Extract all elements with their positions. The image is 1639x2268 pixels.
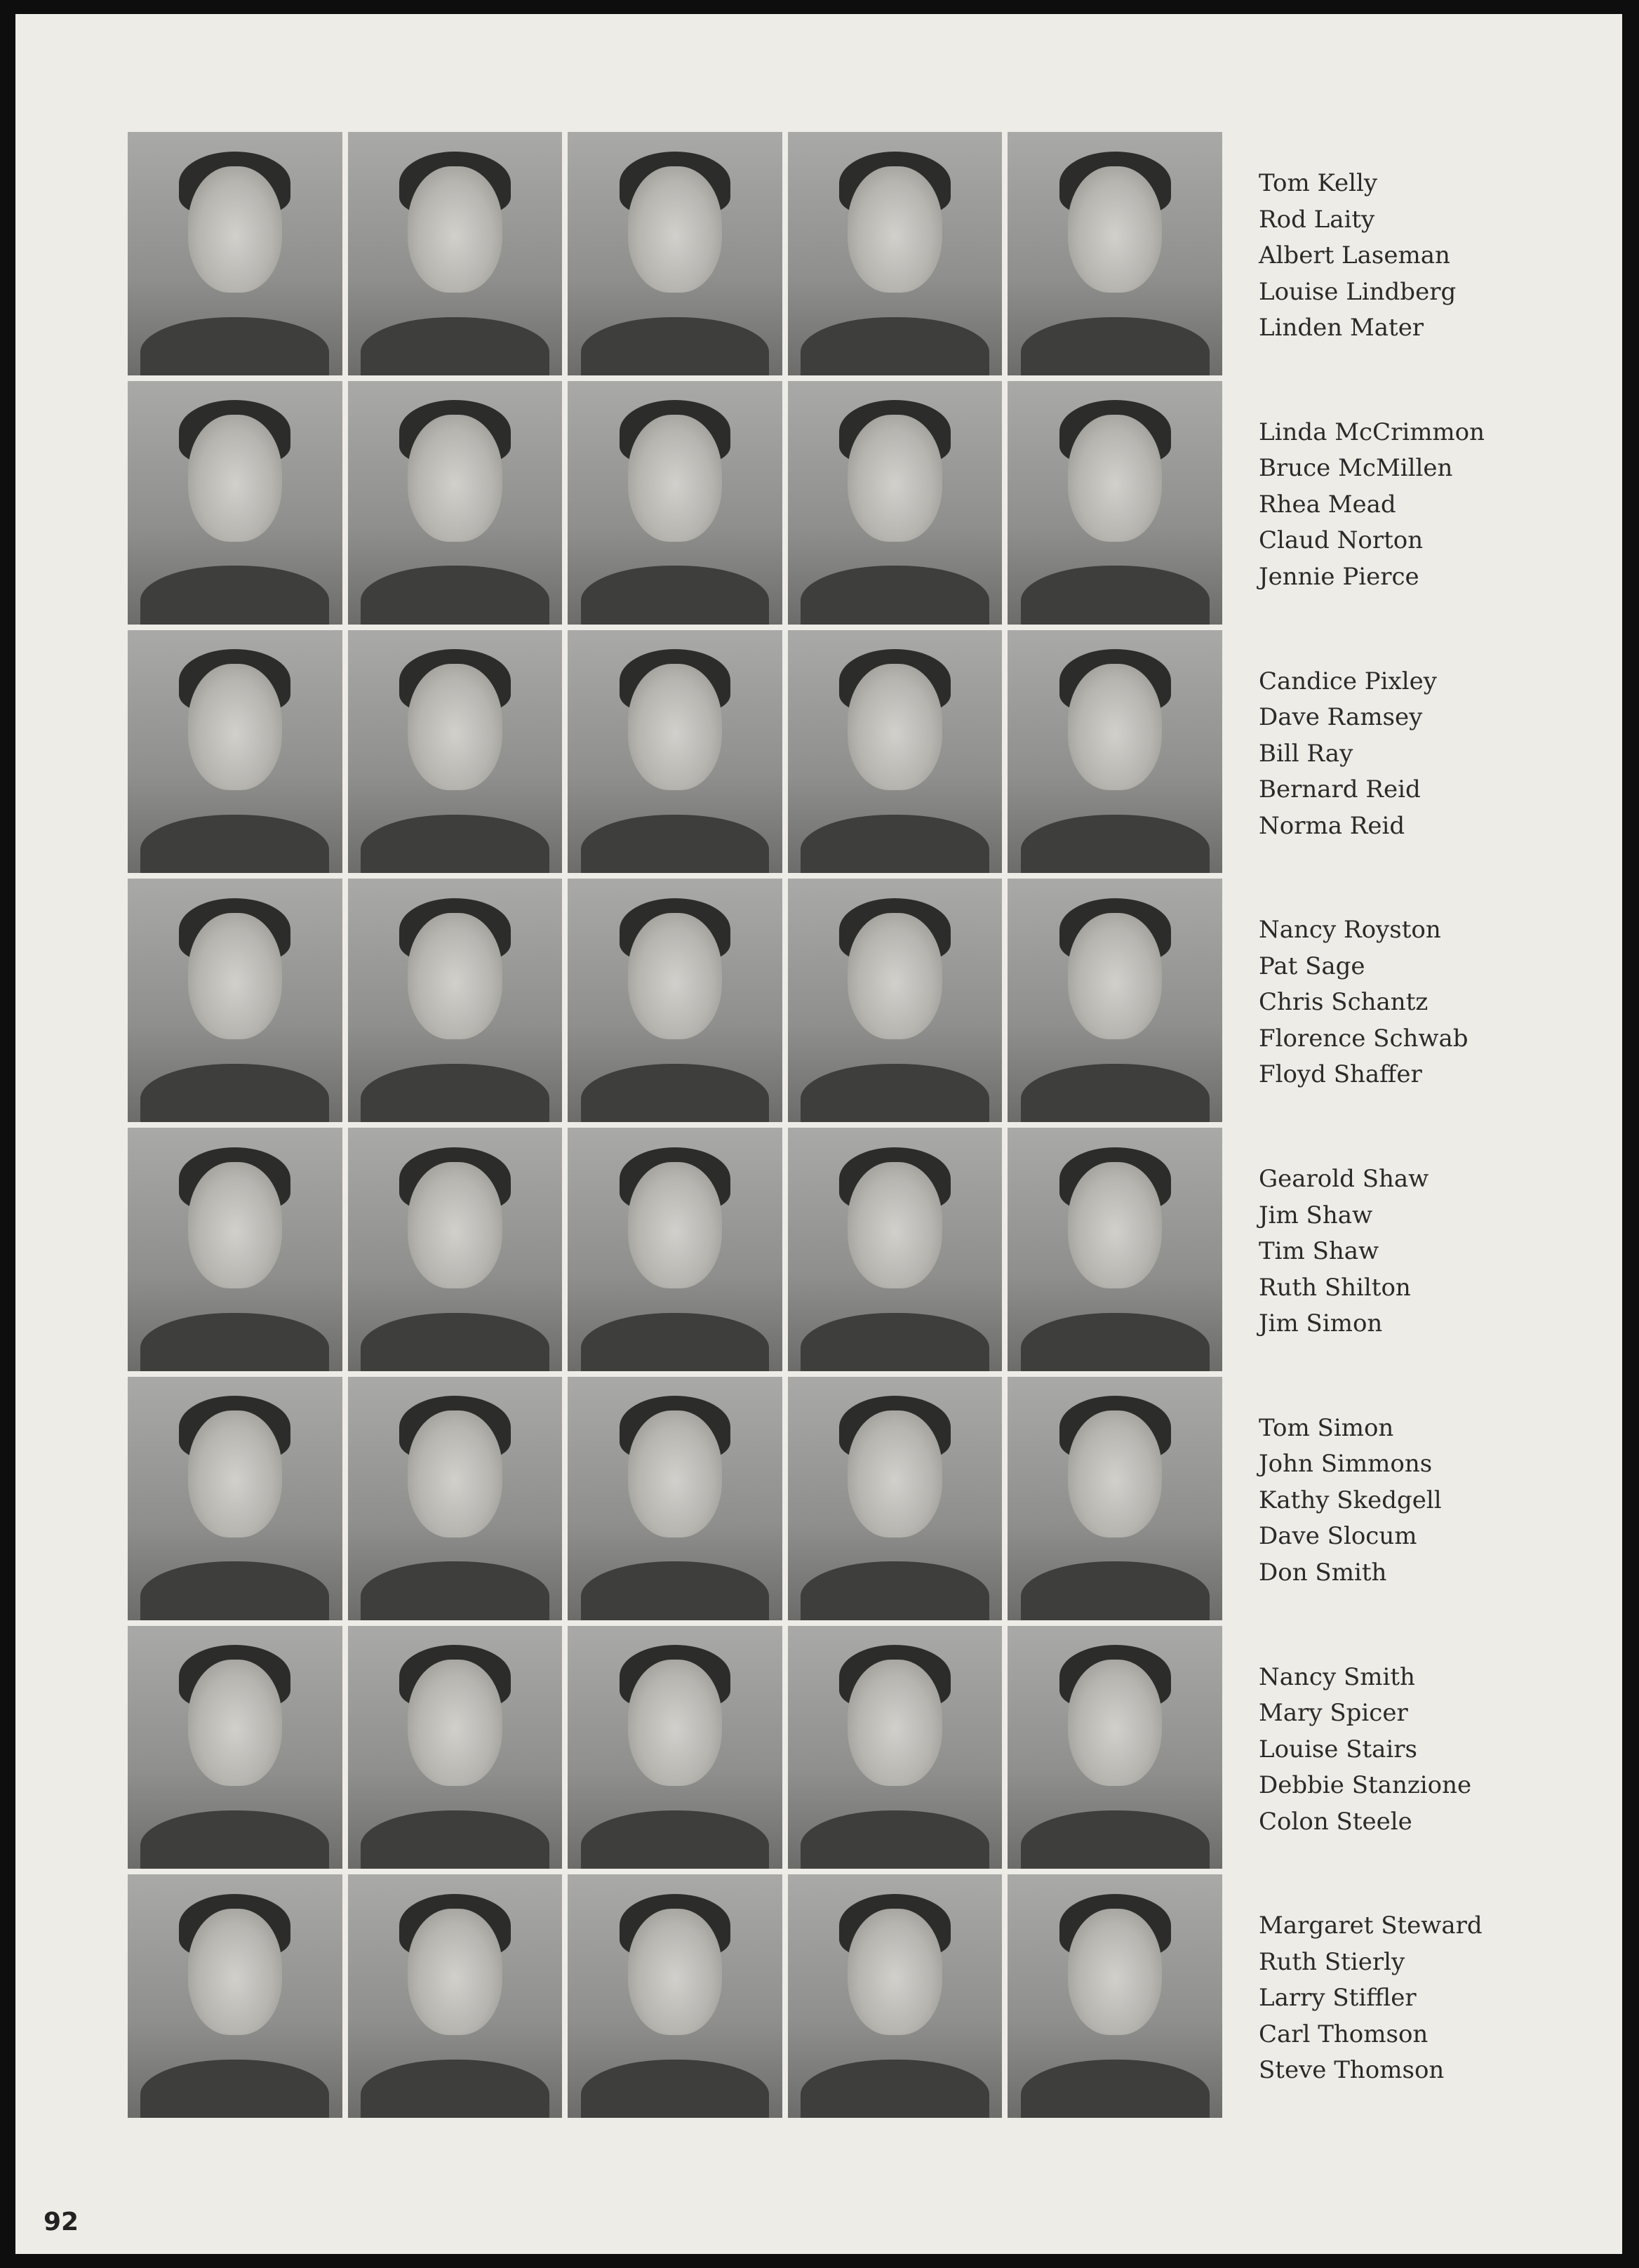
portrait-shoulders xyxy=(1021,1064,1210,1122)
student-portrait xyxy=(128,1874,342,2118)
portrait-head xyxy=(188,166,282,293)
portrait-head xyxy=(1068,166,1162,293)
student-name: Bruce McMillen xyxy=(1259,454,1453,483)
student-name: Kathy Skedgell xyxy=(1259,1486,1442,1514)
portrait-head xyxy=(628,664,722,790)
student-portrait xyxy=(568,1377,782,1620)
student-portrait xyxy=(1008,381,1222,625)
student-portrait xyxy=(788,1377,1003,1620)
portrait-shoulders xyxy=(801,566,989,624)
portrait-shoulders xyxy=(140,1810,329,1869)
student-name: Jennie Pierce xyxy=(1259,562,1419,591)
student-name: Linden Mater xyxy=(1259,314,1424,342)
portrait-shoulders xyxy=(581,566,770,624)
student-name: Steve Thomson xyxy=(1259,2056,1445,2085)
name-list xyxy=(1259,132,1595,2118)
student-name: Pat Sage xyxy=(1259,952,1365,980)
portrait-shoulders xyxy=(1021,317,1210,375)
student-portrait xyxy=(128,1626,342,1869)
student-portrait xyxy=(128,879,342,1122)
student-portrait xyxy=(1008,1626,1222,1869)
student-name: Claud Norton xyxy=(1259,526,1424,555)
student-name: Linda McCrimmon xyxy=(1259,418,1485,446)
student-name: Colon Steele xyxy=(1259,1807,1412,1836)
student-portrait xyxy=(1008,879,1222,1122)
portrait-head xyxy=(848,664,942,790)
portrait-head xyxy=(408,1909,502,2035)
portrait-shoulders xyxy=(581,2060,770,2118)
portrait-head xyxy=(848,166,942,293)
portrait-head xyxy=(1068,1162,1162,1288)
student-name: Bill Ray xyxy=(1259,739,1353,768)
student-name: Dave Slocum xyxy=(1259,1522,1417,1551)
student-name: Floyd Shaffer xyxy=(1259,1060,1422,1089)
portrait-shoulders xyxy=(361,1313,549,1371)
student-portrait xyxy=(788,1128,1003,1371)
student-name: Rod Laity xyxy=(1259,205,1375,234)
student-portrait xyxy=(348,132,563,375)
student-portrait xyxy=(348,1128,563,1371)
portrait-shoulders xyxy=(801,317,989,375)
student-portrait xyxy=(1008,132,1222,375)
portrait-shoulders xyxy=(801,1313,989,1371)
portrait-head xyxy=(188,1410,282,1537)
student-name: Nancy Royston xyxy=(1259,916,1441,945)
student-portrait xyxy=(568,879,782,1122)
portrait-head xyxy=(1068,1660,1162,1786)
portrait-head xyxy=(408,166,502,293)
student-name: Louise Stairs xyxy=(1259,1735,1417,1763)
student-portrait xyxy=(568,1128,782,1371)
student-portrait xyxy=(788,1874,1003,2118)
portrait-shoulders xyxy=(140,1064,329,1122)
student-name: Larry Stiffler xyxy=(1259,1984,1417,2013)
student-portrait xyxy=(348,381,563,625)
student-name: Mary Spicer xyxy=(1259,1699,1408,1727)
student-portrait xyxy=(128,132,342,375)
portrait-shoulders xyxy=(361,2060,549,2118)
portrait-head xyxy=(628,1162,722,1288)
portrait-head xyxy=(628,1909,722,2035)
student-portrait xyxy=(128,630,342,874)
student-name: Carl Thomson xyxy=(1259,2020,1429,2048)
portrait-shoulders xyxy=(361,1810,549,1869)
name-group xyxy=(1259,879,1595,1122)
name-group xyxy=(1259,381,1595,625)
portrait-head xyxy=(1068,1909,1162,2035)
student-name: Rhea Mead xyxy=(1259,490,1396,519)
student-portrait xyxy=(788,132,1003,375)
portrait-shoulders xyxy=(581,1561,770,1620)
student-portrait xyxy=(568,132,782,375)
student-portrait xyxy=(788,1626,1003,1869)
portrait-shoulders xyxy=(581,815,770,873)
student-portrait xyxy=(348,1874,563,2118)
portrait-shoulders xyxy=(140,566,329,624)
student-name: Jim Simon xyxy=(1259,1309,1383,1338)
student-portrait xyxy=(788,630,1003,874)
student-name: Don Smith xyxy=(1259,1558,1387,1587)
student-portrait xyxy=(788,879,1003,1122)
student-portrait xyxy=(128,1377,342,1620)
student-name: Chris Schantz xyxy=(1259,988,1429,1017)
student-portrait xyxy=(568,1874,782,2118)
student-portrait xyxy=(348,630,563,874)
portrait-shoulders xyxy=(801,1561,989,1620)
name-group xyxy=(1259,132,1595,375)
student-portrait xyxy=(1008,1874,1222,2118)
student-name: Dave Ramsey xyxy=(1259,703,1423,731)
student-portrait xyxy=(348,1626,563,1869)
portrait-head xyxy=(848,1162,942,1288)
student-name: Gearold Shaw xyxy=(1259,1165,1429,1193)
portrait-head xyxy=(408,913,502,1039)
portrait-shoulders xyxy=(361,566,549,624)
name-group xyxy=(1259,1377,1595,1620)
portrait-head xyxy=(848,1410,942,1537)
portrait-head xyxy=(628,913,722,1039)
portrait-shoulders xyxy=(140,317,329,375)
portrait-shoulders xyxy=(140,815,329,873)
portrait-shoulders xyxy=(581,1064,770,1122)
portrait-head xyxy=(848,1660,942,1786)
student-portrait xyxy=(1008,630,1222,874)
name-group xyxy=(1259,1626,1595,1869)
yearbook-page xyxy=(15,14,1622,2254)
portrait-head xyxy=(408,1410,502,1537)
portrait-shoulders xyxy=(1021,1810,1210,1869)
student-name: Candice Pixley xyxy=(1259,667,1437,695)
portrait-head xyxy=(188,1660,282,1786)
student-name: Louise Lindberg xyxy=(1259,277,1457,306)
portrait-shoulders xyxy=(140,1313,329,1371)
portrait-shoulders xyxy=(361,1064,549,1122)
student-name: Nancy Smith xyxy=(1259,1662,1415,1691)
portrait-head xyxy=(188,913,282,1039)
portrait-head xyxy=(848,913,942,1039)
portrait-head xyxy=(628,1410,722,1537)
student-portrait xyxy=(1008,1377,1222,1620)
name-group xyxy=(1259,1128,1595,1371)
student-name: Tom Simon xyxy=(1259,1413,1394,1442)
portrait-shoulders xyxy=(581,317,770,375)
student-portrait xyxy=(568,381,782,625)
student-name: Norma Reid xyxy=(1259,811,1405,840)
portrait-head xyxy=(188,415,282,541)
student-portrait xyxy=(1008,1128,1222,1371)
student-name: Jim Shaw xyxy=(1259,1201,1373,1229)
student-portrait xyxy=(568,1626,782,1869)
page-number: 92 xyxy=(44,2208,79,2236)
name-group xyxy=(1259,1874,1595,2118)
portrait-shoulders xyxy=(581,1810,770,1869)
portrait-head xyxy=(848,415,942,541)
portrait-shoulders xyxy=(140,1561,329,1620)
portrait-head xyxy=(848,1909,942,2035)
portrait-shoulders xyxy=(1021,566,1210,624)
student-name: Florence Schwab xyxy=(1259,1024,1469,1053)
portrait-shoulders xyxy=(361,317,549,375)
student-portrait xyxy=(128,1128,342,1371)
student-name: Margaret Steward xyxy=(1259,1912,1483,1940)
student-name: Albert Laseman xyxy=(1259,241,1450,269)
student-portrait xyxy=(348,879,563,1122)
portrait-head xyxy=(1068,664,1162,790)
portrait-shoulders xyxy=(1021,2060,1210,2118)
portrait-shoulders xyxy=(361,1561,549,1620)
portrait-head xyxy=(408,415,502,541)
student-name: Debbie Stanzione xyxy=(1259,1771,1472,1799)
student-name: Bernard Reid xyxy=(1259,775,1421,803)
portrait-shoulders xyxy=(1021,1313,1210,1371)
student-name: Tom Kelly xyxy=(1259,169,1378,197)
portrait-shoulders xyxy=(140,2060,329,2118)
portrait-head xyxy=(188,1909,282,2035)
portrait-head xyxy=(628,415,722,541)
portrait-shoulders xyxy=(801,1810,989,1869)
student-portrait xyxy=(348,1377,563,1620)
student-name: Ruth Stierly xyxy=(1259,1947,1405,1976)
portrait-shoulders xyxy=(1021,815,1210,873)
student-name: Tim Shaw xyxy=(1259,1237,1379,1265)
portrait-head xyxy=(628,166,722,293)
portrait-shoulders xyxy=(361,815,549,873)
portrait-head xyxy=(408,1162,502,1288)
portrait-head xyxy=(1068,1410,1162,1537)
student-name: Ruth Shilton xyxy=(1259,1273,1411,1302)
portrait-head xyxy=(408,664,502,790)
portrait-shoulders xyxy=(581,1313,770,1371)
student-portrait xyxy=(128,381,342,625)
portrait-shoulders xyxy=(1021,1561,1210,1620)
portrait-shoulders xyxy=(801,815,989,873)
student-portrait xyxy=(568,630,782,874)
portrait-shoulders xyxy=(801,1064,989,1122)
portrait-head xyxy=(188,1162,282,1288)
portrait-shoulders xyxy=(801,2060,989,2118)
student-portrait xyxy=(788,381,1003,625)
student-name: John Simmons xyxy=(1259,1450,1433,1479)
portrait-head xyxy=(1068,415,1162,541)
portrait-head xyxy=(408,1660,502,1786)
name-group xyxy=(1259,630,1595,874)
portrait-grid xyxy=(128,132,1222,2118)
portrait-head xyxy=(1068,913,1162,1039)
portrait-head xyxy=(628,1660,722,1786)
portrait-head xyxy=(188,664,282,790)
